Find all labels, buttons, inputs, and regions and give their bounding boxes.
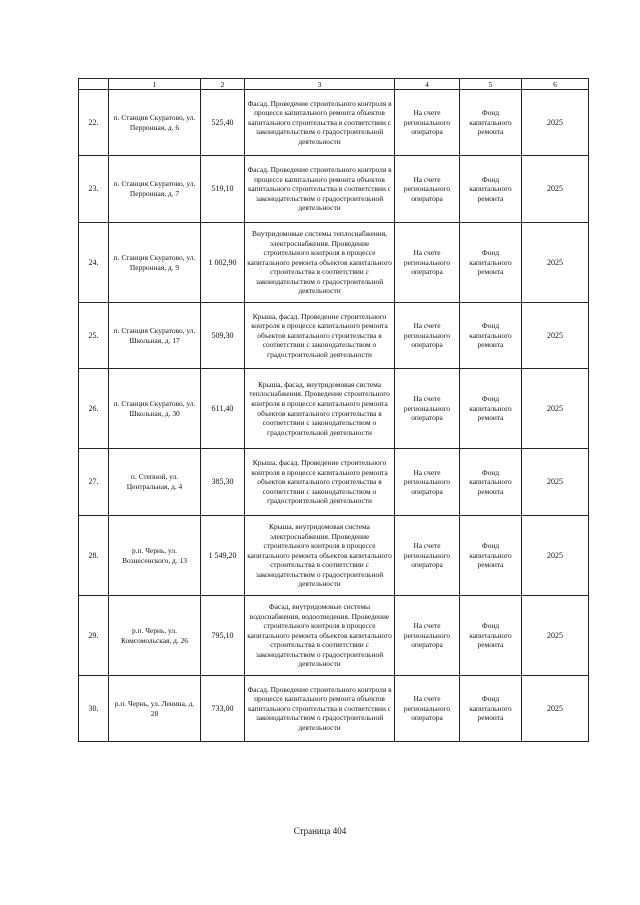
table-row [79, 223, 589, 303]
row-number: 26. [79, 369, 109, 449]
fund-cell: Фонд капитального ремонта [460, 449, 522, 516]
header-cell-2: 2 [201, 79, 245, 90]
work-description-cell: Фасад. Проведение строительного контроля в процессе капитального ремонта объектов капитального строительства в соответствии с законодательством о градостроительной деятельности [245, 676, 395, 742]
work-description-cell: Фасад. Проведение строительного контроля в процессе капитального ремонта объектов капитального строительства в соответствии с законодательством о градостроительной деятельности [245, 90, 395, 156]
year-cell: 2025 [522, 369, 589, 449]
address-cell: р.п. Чернь, ул. Вознесенского, д. 13 [109, 516, 201, 596]
area-cell: 1 549,20 [201, 516, 245, 596]
row-number: 22. [79, 90, 109, 156]
table-row [79, 516, 589, 596]
address-cell: п. Станция Скуратово, ул. Перронная, д. 9 [109, 223, 201, 303]
address-cell: р.п. Чернь, ул. Ленина, д. 28 [109, 676, 201, 742]
header-spacer-cell [79, 79, 109, 90]
fund-cell: Фонд капитального ремонта [460, 596, 522, 676]
work-description-cell: Крыша, фасад. Проведение строительного контроля в процессе капитального ремонта объектов капитального строительства в соответствии с законодательством о градостроительной деятельности [245, 303, 395, 369]
table-row [79, 90, 589, 156]
account-cell: На счете регионального оператора [395, 596, 460, 676]
header-cell-4: 4 [395, 79, 460, 90]
address-cell: п. Станция Скуратово, ул. Школьная, д. 30 [109, 369, 201, 449]
fund-cell: Фонд капитального ремонта [460, 223, 522, 303]
year-cell: 2025 [522, 223, 589, 303]
table-row [79, 449, 589, 516]
area-cell: 733,00 [201, 676, 245, 742]
header-cell-6: 6 [522, 79, 589, 90]
table-row [79, 676, 589, 742]
year-cell: 2025 [522, 90, 589, 156]
year-cell: 2025 [522, 596, 589, 676]
address-cell: п. Станция Скуратово, ул. Перронная, д. 6 [109, 90, 201, 156]
account-cell: На счете регионального оператора [395, 90, 460, 156]
work-description-cell: Крыша, фасад, внутридомовая система теплоснабжения. Проведение строительного контроля в процессе капитального ремонта объектов капитального строительства в соответствии с законодательством о градостроительной деятельности [245, 369, 395, 449]
area-cell: 611,40 [201, 369, 245, 449]
fund-cell: Фонд капитального ремонта [460, 676, 522, 742]
address-cell: р.п. Чернь, ул. Комсомольская, д. 26 [109, 596, 201, 676]
year-cell: 2025 [522, 449, 589, 516]
fund-cell: Фонд капитального ремонта [460, 156, 522, 223]
work-description-cell: Крыша, внутридомовая система электроснабжения. Проведение строительного контроля в процессе капитального ремонта объектов капитального строительства в соответствии с законодательством о градостроительной деятельности [245, 516, 395, 596]
row-number: 27. [79, 449, 109, 516]
table-row [79, 369, 589, 449]
header-row [79, 79, 589, 90]
row-number: 24. [79, 223, 109, 303]
year-cell: 2025 [522, 156, 589, 223]
row-number: 30. [79, 676, 109, 742]
account-cell: На счете регионального оператора [395, 676, 460, 742]
table-row [79, 303, 589, 369]
address-cell: п. Станция Скуратово, ул. Школьная, д. 17 [109, 303, 201, 369]
account-cell: На счете регионального оператора [395, 156, 460, 223]
account-cell: На счете регионального оператора [395, 369, 460, 449]
work-description-cell: Внутридомовые системы теплоснабжения, электроснабжения. Проведение строительного контроля в процессе капитального ремонта объектов капитального строительства в соответствии с законодательством о градостроительной деятельности [245, 223, 395, 303]
table-body [79, 90, 589, 742]
table-row [79, 596, 589, 676]
address-cell: п. Станция Скуратово, ул. Перронная, д. 7 [109, 156, 201, 223]
table-row [79, 156, 589, 223]
account-cell: На счете регионального оператора [395, 303, 460, 369]
header-cell-3: 3 [245, 79, 395, 90]
works-table [78, 78, 589, 742]
account-cell: На счете регионального оператора [395, 223, 460, 303]
year-cell: 2025 [522, 516, 589, 596]
work-description-cell: Фасад. Проведение строительного контроля в процессе капитального ремонта объектов капитального строительства в соответствии с законодательством о градостроительной деятельности [245, 156, 395, 223]
fund-cell: Фонд капитального ремонта [460, 303, 522, 369]
area-cell: 525,40 [201, 90, 245, 156]
page-number: Страница 404 [293, 826, 347, 836]
account-cell: На счете регионального оператора [395, 449, 460, 516]
fund-cell: Фонд капитального ремонта [460, 516, 522, 596]
area-cell: 519,10 [201, 156, 245, 223]
row-number: 23. [79, 156, 109, 223]
year-cell: 2025 [522, 676, 589, 742]
work-description-cell: Крыша, фасад. Проведение строительного контроля в процессе капитального ремонта объектов капитального строительства в соответствии с законодательством о градостроительной деятельности [245, 449, 395, 516]
area-cell: 385,30 [201, 449, 245, 516]
header-cell-1: 1 [109, 79, 201, 90]
row-number: 25. [79, 303, 109, 369]
year-cell: 2025 [522, 303, 589, 369]
area-cell: 509,30 [201, 303, 245, 369]
fund-cell: Фонд капитального ремонта [460, 90, 522, 156]
fund-cell: Фонд капитального ремонта [460, 369, 522, 449]
address-cell: п. Степной, ул. Центральная, д. 4 [109, 449, 201, 516]
row-number: 29. [79, 596, 109, 676]
area-cell: 795,10 [201, 596, 245, 676]
work-description-cell: Фасад, внутридомовые системы водоснабжения, водоотведения. Проведение строительного контроля в процессе капитального ремонта объектов капитального строительства в соответствии с законодательством о градостроительной деятельности [245, 596, 395, 676]
account-cell: На счете регионального оператора [395, 516, 460, 596]
header-cell-5: 5 [460, 79, 522, 90]
row-number: 28. [79, 516, 109, 596]
area-cell: 1 002,90 [201, 223, 245, 303]
